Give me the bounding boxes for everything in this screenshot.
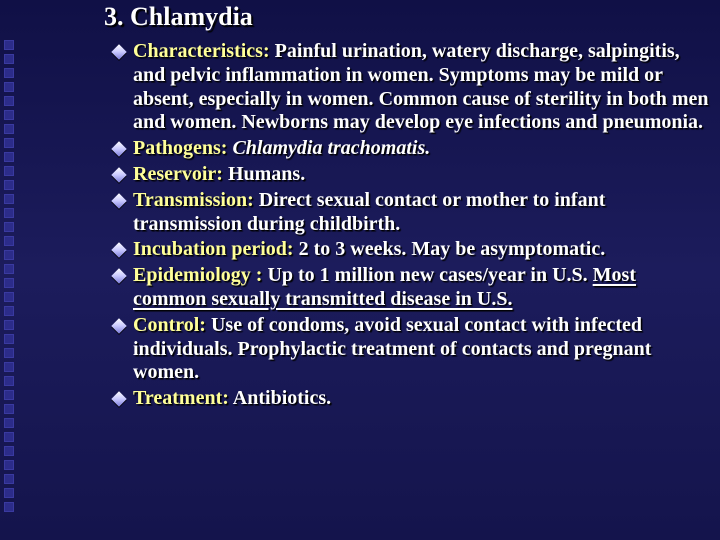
bullet-label: Epidemiology : — [133, 264, 263, 287]
bullet-label: Transmission: — [133, 188, 254, 211]
bullet-transmission — [112, 189, 714, 237]
bullet-label: Incubation period: — [133, 238, 294, 261]
diamond-bullet-icon — [111, 243, 126, 258]
bullet-text: Use of condoms, avoid sexual contact with infected individuals. Prophylactic treatment of contacts and pregnant women. — [133, 313, 652, 384]
bullet-text: Up to 1 million new cases/year in U.S. — [267, 264, 588, 287]
bullet-text: Newborns may develop eye infections and pneumonia. — [241, 111, 704, 134]
diamond-bullet-icon — [111, 193, 126, 208]
bullet-text: Symptoms may be mild or absent, especially in women. — [133, 63, 663, 110]
bullet-label: Pathogens: — [133, 137, 228, 160]
bullet-pathogens — [112, 137, 714, 161]
bullet-label: Reservoir: — [133, 162, 223, 185]
bullet-text: Chlamydia trachomatis. — [232, 137, 431, 160]
side-decoration — [4, 40, 18, 512]
bullet-label: Treatment: — [133, 387, 229, 410]
bullet-text: Common cause of sterility in both men and women. — [133, 87, 709, 134]
diamond-bullet-icon — [111, 141, 126, 156]
bullet-text: Direct sexual contact or mother to infant transmission during childbirth. — [133, 188, 606, 235]
bullet-label: Control: — [133, 313, 206, 336]
bullet-text: Painful urination, watery discharge, salpingitis, and pelvic inflammation in women. — [133, 40, 680, 86]
bullet-text: 2 to 3 weeks. May be asymptomatic. — [298, 238, 606, 261]
bullet-label: Characteristics: — [133, 40, 270, 62]
slide-title: 3. Chlamydia — [104, 2, 253, 31]
bullet-text: Antibiotics. — [232, 387, 332, 410]
bullet-control — [112, 314, 714, 385]
bullet-reservoir — [112, 163, 714, 187]
bullet-incubation — [112, 238, 714, 262]
diamond-bullet-icon — [111, 318, 126, 333]
bullet-epidemiology — [112, 264, 714, 312]
bullet-emphasis-text: Most common sexually transmitted disease in U.S. — [133, 264, 636, 310]
bullet-treatment — [112, 387, 714, 411]
bullet-text: Humans. — [227, 162, 306, 185]
bullet-list — [112, 40, 714, 413]
bullet-characteristics — [112, 40, 714, 135]
diamond-bullet-icon — [111, 44, 126, 59]
diamond-bullet-icon — [111, 268, 126, 283]
diamond-bullet-icon — [111, 167, 126, 182]
diamond-bullet-icon — [111, 391, 126, 406]
